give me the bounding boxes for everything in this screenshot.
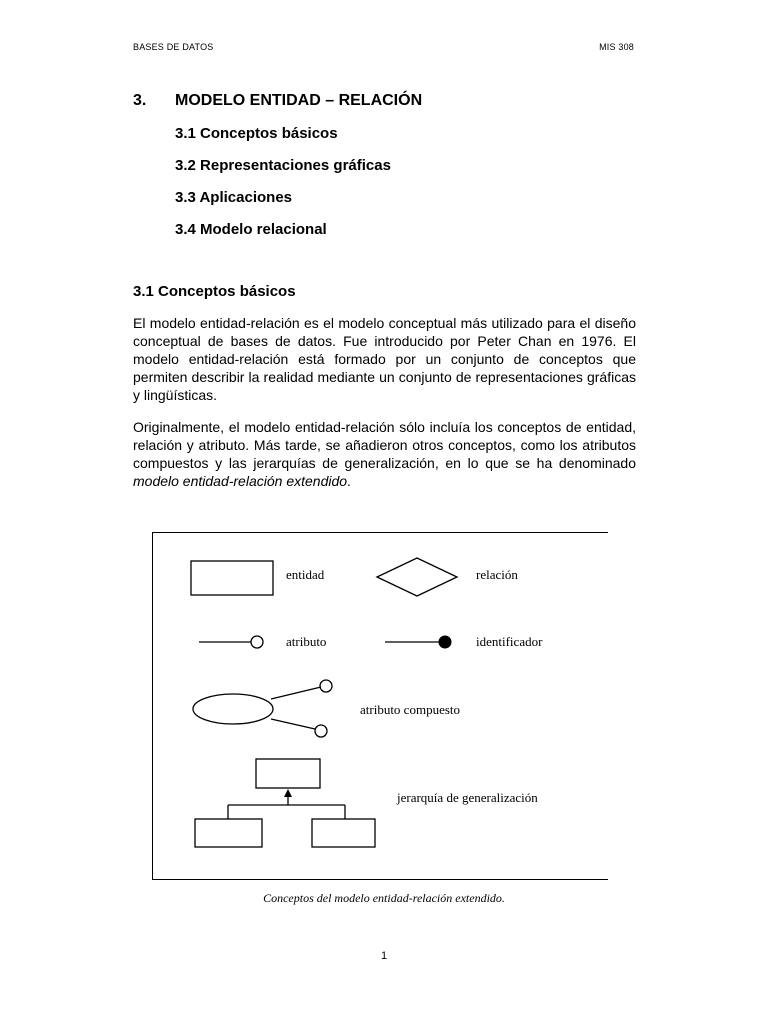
composite-attribute-line-top xyxy=(271,687,321,699)
label-atributo-compuesto: atributo compuesto xyxy=(360,702,461,717)
toc-item: 3.4 Modelo relacional xyxy=(175,221,327,238)
paragraph-extended-italic: modelo entidad-relación extendido xyxy=(133,473,348,489)
label-relacion: relación xyxy=(476,567,518,582)
hierarchy-arrowhead xyxy=(284,789,292,797)
table-of-contents xyxy=(175,124,391,252)
paragraph-extended-text: Originalmente, el modelo entidad-relación sólo incluía los conceptos de entidad, relación y atributo. Más tarde, se añadieron otros conceptos, como los atributos compuestos y las jerarquías de generalización, en lo que se ha denominado xyxy=(133,419,636,471)
composite-attribute-circle-bottom xyxy=(315,725,327,737)
chapter-title-text: MODELO ENTIDAD – RELACIÓN xyxy=(175,92,423,109)
composite-attribute-circle-top xyxy=(320,680,332,692)
attribute-circle xyxy=(251,636,263,648)
label-identificador: identificador xyxy=(476,634,543,649)
header-course-code: MIS 308 xyxy=(599,42,634,52)
relation-shape xyxy=(377,558,457,596)
label-jerarquia: jerarquía de generalización xyxy=(397,790,538,805)
composite-attribute-line-bottom xyxy=(271,719,315,729)
entity-shape xyxy=(191,561,273,595)
paragraph-intro: El modelo entidad-relación es el modelo conceptual más utilizado para el diseño conceptual de bases de datos. Fue introducido por Peter Chan en 1976. El modelo entidad-relación está formado por un conjunto de conceptos que permiten describir la realidad mediante un conjunto de representaciones gráficas y lingüísticas. xyxy=(133,315,636,403)
label-atributo: atributo xyxy=(286,634,327,649)
toc-item: 3.1 Conceptos básicos xyxy=(175,125,338,142)
section-title: 3.1 Conceptos básicos xyxy=(133,283,296,300)
page-number: 1 xyxy=(380,950,388,962)
hierarchy-child-left xyxy=(195,819,262,847)
chapter-title xyxy=(133,92,422,110)
figure-caption: Conceptos del modelo entidad-relación extendido. xyxy=(263,891,505,905)
label-entidad: entidad xyxy=(286,567,325,582)
toc-item: 3.2 Representaciones gráficas xyxy=(175,157,391,174)
paragraph-extended-end: . xyxy=(347,473,351,489)
er-figure xyxy=(152,532,608,880)
composite-attribute-ellipse xyxy=(193,694,273,724)
hierarchy-parent-box xyxy=(256,759,320,788)
paragraph-extended xyxy=(133,418,636,490)
header-course-title: BASES DE DATOS xyxy=(133,42,214,52)
toc-item: 3.3 Aplicaciones xyxy=(175,189,292,206)
chapter-number: 3. xyxy=(133,92,147,109)
hierarchy-child-right xyxy=(312,819,375,847)
identifier-dot xyxy=(439,636,452,649)
